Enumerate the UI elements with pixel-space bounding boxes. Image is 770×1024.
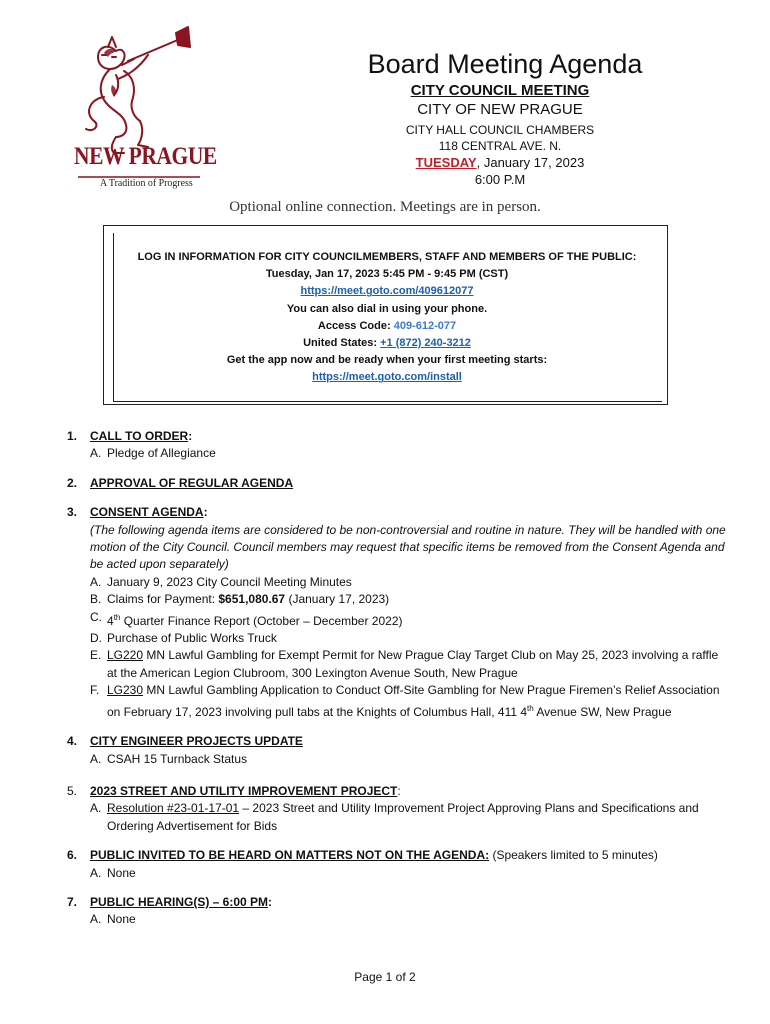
item-number: 4.	[67, 734, 78, 749]
agenda-item-public-hearing: 7. PUBLIC HEARING(S) – 6:00 PM: A. None	[67, 894, 727, 929]
sub-item: B. Claims for Payment: $651,080.67 (January 17, 2023)	[90, 592, 390, 607]
phone-line	[113, 335, 661, 352]
sub-item: A. CSAH 15 Turnback Status	[90, 751, 248, 766]
meeting-link[interactable]: https://meet.goto.com/409612077	[300, 285, 474, 298]
access-code-line	[113, 318, 661, 335]
item-heading: 2023 STREET AND UTILITY IMPROVEMENT PROJECT	[90, 783, 398, 798]
sub-item: A. Resolution #23-01-17-01 – 2023 Street and Utility Improvement Project Approving Plans and Specifications and Ordering Advertisement for Bids	[90, 801, 699, 833]
agenda-item-engineer-update	[67, 733, 727, 768]
install-link[interactable]: https://meet.goto.com/install	[312, 371, 462, 384]
phone-label: United States:	[303, 337, 381, 350]
agenda-list	[67, 428, 727, 929]
agenda-item-call-to-order: 1. CALL TO ORDER: A. Pledge of Allegiance	[67, 428, 727, 463]
sub-item: A. None	[90, 912, 136, 927]
login-datetime: Tuesday, Jan 17, 2023 5:45 PM - 9:45 PM (CST)	[265, 268, 509, 281]
access-code-value: 409-612-077	[393, 319, 457, 332]
resolution-link[interactable]: Resolution #23-01-17-01	[107, 801, 240, 816]
agenda-item-consent: 3. CONSENT AGENDA: (The following agenda items are considered to be non-controversial and routine in nature. They will be handled with one motion of the City Council. Council members may request that specific items be removed from the Consent Agenda and be acted upon separately) A. January 9, 2023 City Council Meeting Minutes B. Claims for Payment: $651,080.67 (January 17, 2023) C. 4th Quarter Finance Report (October – December 2022) D. Purchase of Public Works Truck E. LG220 MN Lawful Gambling for Exempt Permit for New Prague Clay Target Club on May 25, 2023 involving a raffle at the American Legion Clubroom, 300 Lexington Avenue South, New Prague F. LG230 MN Lawful Gambling Application to Conduct Off-Site Gambling for New Prague Firemen’s Relief Association on February 17, 2023 involving pull tabs at the Knights of Columbus Hall, 411 4th Avenue SW, New Prague	[67, 504, 727, 721]
meeting-date	[300, 155, 700, 170]
item-heading: CALL TO ORDER	[90, 429, 189, 443]
item-number: 3.	[67, 505, 78, 520]
sub-item: D. Purchase of Public Works Truck	[90, 631, 277, 646]
form-code-link[interactable]: LG220	[107, 648, 144, 663]
agenda-item-street-project: 5. 2023 STREET AND UTILITY IMPROVEMENT PROJECT: A. Resolution #23-01-17-01 – 2023 Street and Utility Improvement Project Approving Plans and Specifications and Ordering Advertisement for Bids	[67, 783, 727, 835]
agenda-item-approval	[67, 475, 727, 492]
dial-in-note: You can also dial in using your phone.	[286, 302, 488, 315]
sub-item: A. Pledge of Allegiance	[90, 446, 216, 461]
login-heading: LOG IN INFORMATION FOR CITY COUNCILMEMBERS, STAFF AND MEMBERS OF THE PUBLIC:	[137, 251, 637, 263]
item-heading: CITY ENGINEER PROJECTS UPDATE	[90, 734, 303, 749]
sub-item: C. 4th Quarter Finance Report (October – December 2022)	[90, 609, 403, 628]
item-number: 5.	[67, 783, 78, 798]
page-title: Board Meeting Agenda	[367, 49, 643, 79]
item-number: 7.	[67, 894, 78, 909]
optional-online-note: Optional online connection. Meetings are in person.	[229, 199, 541, 215]
logo-wordmark: NEW PRAGUE	[74, 143, 217, 170]
meeting-time: 6:00 P.M	[474, 172, 526, 187]
meeting-venue: CITY HALL COUNCIL CHAMBERS	[405, 123, 595, 137]
item-heading: PUBLIC HEARING(S) – 6:00 PM	[90, 894, 269, 909]
sub-item: E. LG220 MN Lawful Gambling for Exempt Permit for New Prague Clay Target Club on May 25, 2023 involving a raffle at the American Legion Clubroom, 300 Lexington Avenue South, New Prague	[90, 648, 719, 680]
city-name: CITY OF NEW PRAGUE	[417, 101, 583, 118]
agenda-item-public-invited: 6. PUBLIC INVITED TO BE HEARD ON MATTERS NOT ON THE AGENDA: (Speakers limited to 5 minutes) A. None	[67, 847, 727, 882]
logo-tagline: A Tradition of Progress	[100, 177, 193, 189]
meeting-date-text: , January 17, 2023	[476, 155, 585, 170]
page-number: Page 1 of 2	[354, 970, 416, 984]
sub-item: A. None	[90, 865, 136, 880]
meeting-name: CITY COUNCIL MEETING	[410, 82, 590, 99]
item-number: 6.	[67, 848, 78, 863]
access-code-label: Access Code:	[317, 319, 394, 332]
item-heading: CONSENT AGENDA	[90, 505, 204, 520]
item-number: 1.	[67, 429, 78, 443]
sub-item: F. LG230 MN Lawful Gambling Application to Conduct Off-Site Gambling for New Prague Firemen’s Relief Association on February 17, 2023 involving pull tabs at the Knights of Columbus Hall, 411 4th Avenue SW, New Prague	[90, 683, 720, 719]
phone-link[interactable]: +1 (872) 240-3212	[380, 337, 471, 350]
consent-note: (The following agenda items are considered to be non-controversial and routine in nature. They will be handled with one motion of the City Council. Council members may request that specific items be removed from the Consent Agenda and be acted upon separately)	[90, 522, 726, 572]
app-note: Get the app now and be ready when your first meeting starts:	[226, 354, 548, 367]
item-heading: APPROVAL OF REGULAR AGENDA	[90, 475, 294, 490]
login-info-text	[113, 249, 661, 387]
meeting-day: TUESDAY	[415, 155, 477, 170]
meeting-address: 118 CENTRAL AVE. N.	[438, 139, 562, 153]
claims-amount: $651,080.67	[218, 592, 286, 607]
form-code-link[interactable]: LG230	[107, 683, 144, 698]
sub-item: A. January 9, 2023 City Council Meeting Minutes	[90, 574, 352, 589]
item-heading: PUBLIC INVITED TO BE HEARD ON MATTERS NOT ON THE AGENDA:	[90, 848, 490, 863]
item-number: 2.	[67, 475, 78, 490]
